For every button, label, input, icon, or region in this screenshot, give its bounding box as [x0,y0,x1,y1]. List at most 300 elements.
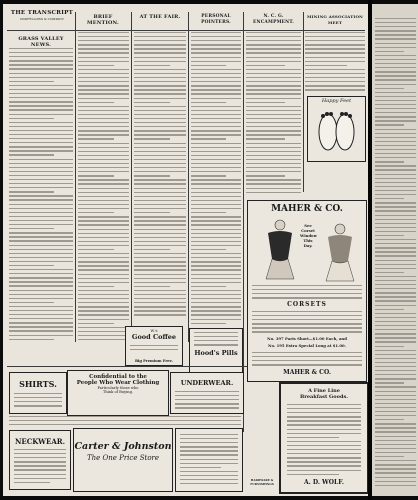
text-line [9,146,73,147]
text-line [9,294,73,295]
text-line [191,261,241,262]
text-line [375,141,416,142]
text-line [246,98,301,99]
text-line [375,157,416,158]
text-line [375,276,416,277]
text-line [9,167,73,168]
text-line [191,302,241,303]
text-line [246,175,285,176]
text-line [9,314,73,315]
text-line [78,81,129,82]
text-line [134,61,186,62]
text-line [375,255,416,256]
text-line [134,52,186,53]
text-line [375,174,416,175]
newspaper-page [3,4,368,496]
text-line [9,228,54,229]
text-line [134,208,186,209]
text-line [375,55,416,56]
text-line [252,364,362,365]
text-line [78,151,129,152]
text-line [375,386,416,387]
text-line [9,163,73,164]
headline-personal-pointers: PERSONAL POINTERS. [201,14,231,25]
text-line [191,274,241,275]
text-line [305,48,365,49]
text-line [134,167,186,168]
text-line [9,183,73,184]
text-line [305,32,365,33]
text-line [134,274,186,275]
text-line [305,40,365,41]
text-line [78,265,129,266]
text-line [191,73,241,74]
text-line [191,183,241,184]
hardware-label: HARDWARE & FURNISHINGS [250,478,274,486]
text-line [246,69,301,70]
text-line [78,216,129,217]
text-line [9,60,73,61]
text-line [134,36,186,37]
text-line [180,459,238,460]
text-line [246,93,301,94]
text-line [191,229,241,230]
text-line [78,159,129,160]
text-line [134,245,186,246]
text-line [375,235,404,236]
text-line [78,249,114,250]
neckwear-ad [9,430,71,490]
text-line [375,300,416,301]
text-line [375,333,416,334]
headline-encampment: N. C. G. ENCAMPMENT. [252,14,295,25]
text-line [375,268,416,269]
text-line [246,114,301,115]
text-line [9,77,73,78]
text-line [191,224,241,225]
text-line [134,253,186,254]
text-line [246,192,301,193]
text-line [375,472,416,473]
text-line [305,52,365,53]
text-line [134,89,186,90]
text-line [375,456,404,457]
text-line [375,382,404,383]
text-line [78,314,129,315]
text-line [375,124,404,125]
coffee-ad [125,326,183,366]
text-line [9,220,73,221]
underwear-label: UNDERWEAR. [180,379,234,387]
text-line [134,122,186,123]
text-line [375,47,416,48]
text-line [134,40,186,41]
text-line [375,215,416,216]
text-line [375,84,416,85]
text-line [246,122,301,123]
text-line [134,204,186,205]
text-line [375,399,416,400]
text-line [191,102,226,103]
text-line [305,44,365,45]
text-line [9,245,73,246]
text-line [78,134,129,135]
text-line [191,65,226,66]
text-line [175,395,239,396]
text-line [305,89,365,90]
text-line [9,171,73,172]
underwear-ad [170,372,244,414]
text-line [9,134,73,135]
text-line [252,331,362,332]
text-line [9,195,73,196]
text-line [78,319,129,320]
text-line [191,159,241,160]
text-line [191,114,241,115]
text-line [287,453,361,454]
carter-name: Carter & Johnston [74,441,172,452]
text-line [78,138,114,139]
text-line [375,407,416,408]
text-line [134,151,186,152]
text-line [191,290,241,291]
text-line [9,253,73,254]
text-line [191,143,241,144]
text-line [78,212,114,213]
text-line [191,323,226,324]
text-line [375,370,416,371]
text-line [78,61,129,62]
text-line [191,233,241,234]
text-line [78,167,129,168]
maher-side-text: See Corset Window This Day. [300,223,317,248]
text-line [191,52,241,53]
carter-tagline: The One Price Store [86,454,160,462]
text-line [375,296,416,297]
text-line [375,448,416,449]
text-line [9,310,73,311]
text-line [191,69,241,70]
text-line [134,233,186,234]
text-line [375,284,416,285]
text-line [191,122,241,123]
text-line [78,44,129,45]
text-line [78,302,129,303]
text-line [78,85,129,86]
text-line [191,147,241,148]
text-line [246,40,301,41]
text-line [9,138,73,139]
text-line [252,297,362,298]
text-line [9,416,241,417]
maher-corsets-heading: CORSETS [287,301,327,308]
text-line [375,22,416,23]
text-line [191,257,241,258]
text-line [375,321,416,322]
text-line [375,378,416,379]
text-line [246,134,301,135]
text-line [375,161,404,162]
text-line [9,109,73,110]
confidential-line-2: People Who Wear Clothing [76,380,160,386]
text-line [375,288,416,289]
text-line [191,310,241,311]
text-line [252,323,362,324]
text-line [375,337,416,338]
text-line [191,212,226,213]
text-line [287,457,361,458]
text-line [78,339,129,340]
text-line [375,415,416,416]
text-line [9,277,73,278]
text-line [246,36,301,37]
text-line [191,319,241,320]
happy-feet-ad [307,96,366,162]
text-line [78,290,129,291]
text-line [78,220,129,221]
text-line [191,196,241,197]
text-line [252,319,362,320]
text-line [375,366,416,367]
text-line [287,449,361,450]
text-line [78,327,129,328]
text-line [78,114,129,115]
text-line [191,220,241,221]
text-line [375,346,404,347]
text-line [246,77,301,78]
text-line [375,280,416,281]
text-line [375,251,416,252]
text-line [78,118,129,119]
text-line [134,257,186,258]
text-line [375,79,416,80]
text-line [305,65,347,66]
text-line [9,339,54,340]
text-line [191,110,241,111]
text-line [78,147,129,148]
text-line [134,155,186,156]
text-line [14,469,66,470]
coffee-line-1: W.'s [150,329,158,333]
text-line [246,81,301,82]
text-line [134,241,186,242]
text-line [375,34,416,35]
text-line [9,64,73,65]
text-line [191,126,241,127]
text-line [375,38,416,39]
text-line [246,65,285,66]
text-line [78,171,129,172]
text-line [134,188,186,189]
text-line [191,282,241,283]
text-line [194,344,238,345]
text-line [375,481,416,482]
text-line [191,179,241,180]
text-line [375,153,416,154]
text-line [134,147,186,148]
text-line [191,200,241,201]
text-line [375,88,404,89]
text-line [78,245,129,246]
text-line [246,44,301,45]
maher-offer-1: No. 397 Paris Short—$1.00 Each, and [267,336,347,341]
text-line [287,429,361,430]
text-line [134,314,186,315]
text-line [252,360,362,361]
text-line [9,281,73,282]
text-line [9,101,73,102]
text-line [194,332,238,333]
text-line [287,437,339,438]
text-line [9,191,54,192]
text-line [78,274,129,275]
text-line [14,465,66,466]
coffee-line-2: Good Coffee [131,333,177,342]
hardware-ad [247,478,277,490]
text-line [9,212,73,213]
text-line [191,57,241,58]
text-line [191,163,241,164]
text-line [9,216,73,217]
text-line [375,374,416,375]
text-line [78,102,114,103]
text-line [375,59,416,60]
text-line [191,93,241,94]
text-line [375,427,416,428]
text-line [375,104,416,105]
text-line [375,460,416,461]
text-line [252,327,362,328]
text-line [191,155,241,156]
text-line [134,57,186,58]
text-line [78,237,129,238]
text-line [14,401,62,402]
masthead [9,10,75,30]
text-line [375,362,416,363]
text-line [191,118,241,119]
text-line [375,452,416,453]
text-line [191,151,241,152]
breakfast-line-2: Breakfast Goods. [300,394,348,400]
text-line [130,349,178,350]
text-line [78,233,129,234]
text-line [375,71,416,72]
column-1 [9,32,73,348]
maher-title: MAHER & CO. [271,204,343,214]
text-line [375,358,416,359]
text-line [78,331,129,332]
text-line [246,130,301,131]
breakfast-line-1: A Fine Line [308,388,340,394]
text-line [375,116,416,117]
text-line [246,102,285,103]
text-line [375,149,416,150]
text-line [375,165,416,166]
column-2 [78,32,129,342]
text-line [180,463,238,464]
text-line [191,306,241,307]
text-line [9,265,54,266]
text-line [305,57,365,58]
text-line [191,77,241,78]
text-line [78,269,129,270]
text-line [191,138,226,139]
text-line [375,423,416,424]
text-line [78,192,129,193]
text-line [246,167,301,168]
text-line [78,261,129,262]
text-line [375,202,416,203]
text-line [180,467,221,468]
text-line [191,314,241,315]
text-line [375,108,416,109]
text-line [9,204,73,205]
text-line [287,424,361,425]
text-line [14,474,66,475]
text-line [191,130,241,131]
text-line [78,204,129,205]
text-line [287,461,361,462]
text-line [246,73,301,74]
text-line [134,106,186,107]
text-line [252,352,362,353]
text-line [375,292,416,293]
text-line [375,317,416,318]
text-line [78,40,129,41]
text-line [9,118,54,119]
text-line [375,133,416,134]
text-line [252,289,362,290]
text-line [375,227,416,228]
text-line [134,118,186,119]
text-line [191,32,241,33]
text-line [9,85,73,86]
text-line [191,48,241,49]
text-line [252,311,362,312]
text-line [78,143,129,144]
text-line [194,340,238,341]
text-line [78,241,129,242]
text-line [134,32,186,33]
text-line [375,223,416,224]
text-line [78,200,129,201]
text-line [191,245,241,246]
text-line [191,294,241,295]
text-line [9,424,241,425]
text-line [9,56,73,57]
text-line [375,239,416,240]
text-line [78,335,129,336]
text-line [375,264,416,265]
neckwear-label: NECKWEAR. [14,437,66,446]
text-line [14,405,62,406]
coffee-line-3: Big Premium Free. [134,358,174,363]
headline-grass-valley: GRASS VALLEY NEWS. [18,36,64,48]
text-line [375,243,416,244]
text-line [78,253,129,254]
text-line [130,345,178,346]
text-line [134,290,186,291]
text-line [194,336,238,337]
text-line [9,249,73,250]
text-line [246,163,301,164]
text-line [180,479,238,480]
text-line [14,478,66,479]
text-line [134,220,186,221]
text-line [375,43,416,44]
text-line [191,85,241,86]
text-line [175,407,239,408]
